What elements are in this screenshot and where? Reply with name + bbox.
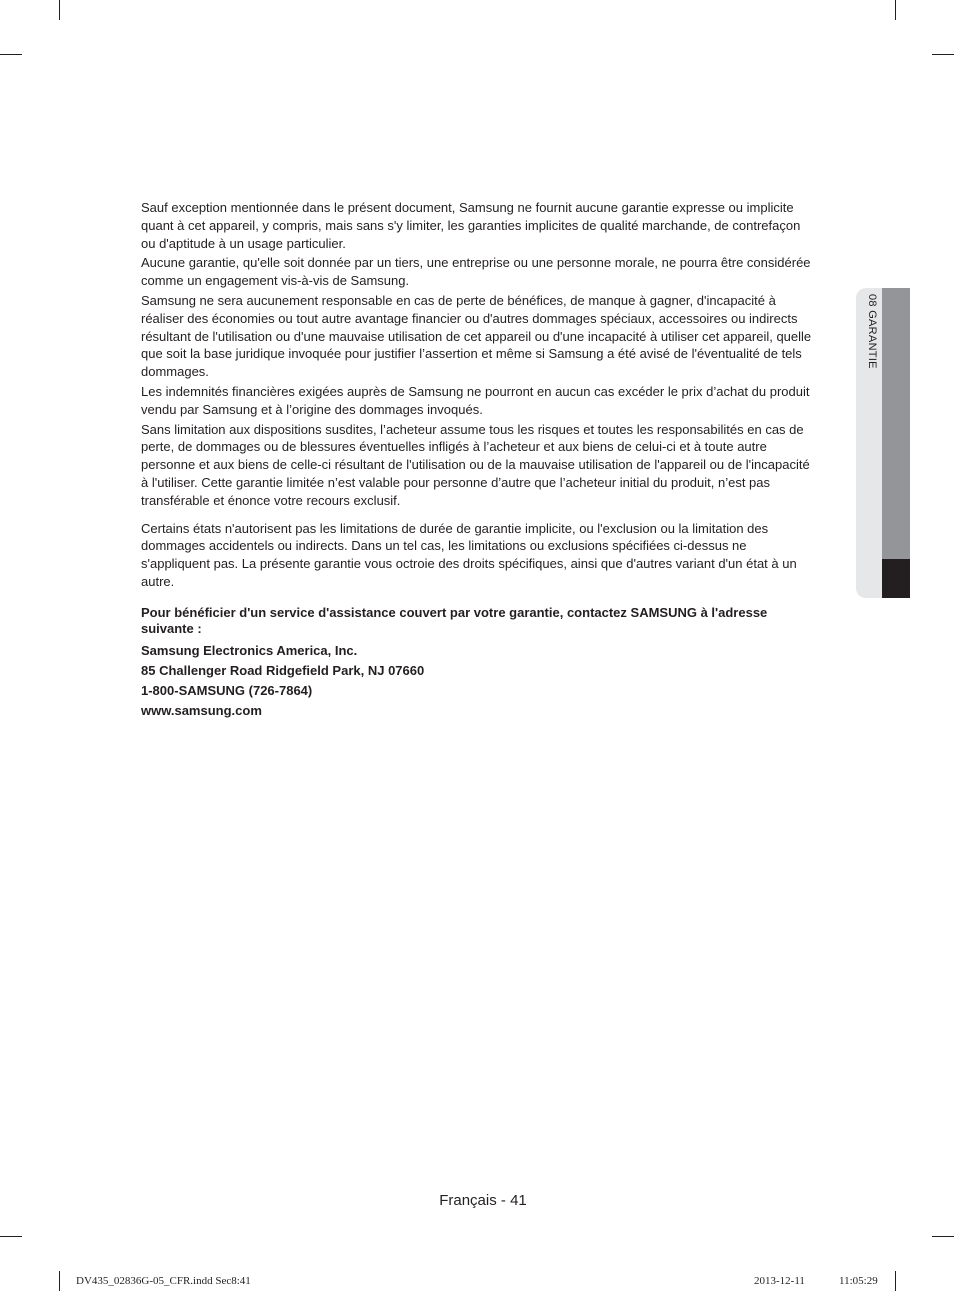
paragraph: Aucune garantie, qu'elle soit donnée par un tiers, une entreprise ou une personne morale, ne pourra être considérée comme un engagement vis-à-vis de Samsung. xyxy=(141,255,811,289)
paragraph: Les indemnités financières exigées auprès de Samsung ne pourront en aucun cas excéder le prix d’achat du produit vendu par Samsung et à l’origine des dommages invoqués. xyxy=(141,383,810,417)
chapter-tab-gray-strip xyxy=(882,288,910,559)
chapter-tab-label: 08 GARANTIE xyxy=(866,294,878,369)
warranty-text xyxy=(141,199,817,721)
crop-mark xyxy=(895,0,896,20)
contact-company: Samsung Electronics America, Inc. xyxy=(141,642,358,658)
slug-date: 2013-12-11 xyxy=(754,1275,805,1287)
contact-phone: 1-800-SAMSUNG (726-7864) xyxy=(141,682,313,698)
crop-mark xyxy=(0,54,22,55)
paragraph: Sauf exception mentionnée dans le présent document, Samsung ne fournit aucune garantie expresse ou implicite quant à cet appareil, y compris, mais sans s'y limiter, les garanties implicites de qualité marchande, de contrefaçon ou d'aptitude à un usage particulier. xyxy=(141,200,801,251)
paragraph: Sans limitation aux dispositions susdites, l’acheteur assume tous les risques et toutes les responsabilités en cas de perte, de dommages ou de blessures éventuelles infligés à l’acheteur et aux biens de celui-ci et à toute autre personne et aux biens de celle-ci résultant de l'utilisation ou de la mauvaise utilisation de l'appareil ou de l'incapacité à l'utiliser. Cette garantie limitée n’est valable pour personne d’autre que l’acheteur initial du produit, n’est pas transférable et énonce votre recours exclusif. xyxy=(141,421,810,508)
crop-mark xyxy=(59,0,60,20)
chapter-tab xyxy=(856,288,910,598)
page-number: Français - 41 xyxy=(439,1192,527,1209)
paragraph: Certains états n'autorisent pas les limitations de durée de garantie implicite, ou l'exclusion ou la limitation des dommages accidentels ou indirects. Dans un tel cas, les limitations ou exclusions spécifiées ci-dessus ne s'appliquent pas. La présente garantie vous octroie des droits spécifiques, ainsi que d'autres variant d'un état à un autre. xyxy=(141,520,797,589)
slug-file: DV435_02836G-05_CFR.indd Sec8:41 xyxy=(76,1275,251,1287)
contact-intro: Pour bénéficier d'un service d'assistance couvert par votre garantie, contactez SAMSUNG à l'adresse suivante : xyxy=(141,604,768,637)
crop-mark xyxy=(0,1236,22,1237)
contact-website[interactable]: www.samsung.com xyxy=(141,702,262,718)
crop-mark xyxy=(59,1271,60,1291)
crop-mark xyxy=(895,1271,896,1291)
contact-address: 85 Challenger Road Ridgefield Park, NJ 07660 xyxy=(141,662,425,678)
crop-mark xyxy=(932,54,954,55)
crop-mark xyxy=(932,1236,954,1237)
paragraph: Samsung ne sera aucunement responsable en cas de perte de bénéfices, de manque à gagner, d'incapacité à réaliser des économies ou tout autre avantage financier ou d'autres dommages spéciaux, accessoires ou indirects résultant de l'utilisation ou d'une mauvaise utilisation de cet appareil ou d'une incapacité à utiliser cet appareil, quelle que soit la base juridique invoquée pour justifier l’assertion et même si Samsung a été avisé de l'éventualité de tels dommages. xyxy=(141,292,812,380)
slug-time: 11:05:29 xyxy=(839,1275,878,1287)
chapter-tab-black-strip xyxy=(882,559,910,598)
contact-block xyxy=(141,605,817,721)
